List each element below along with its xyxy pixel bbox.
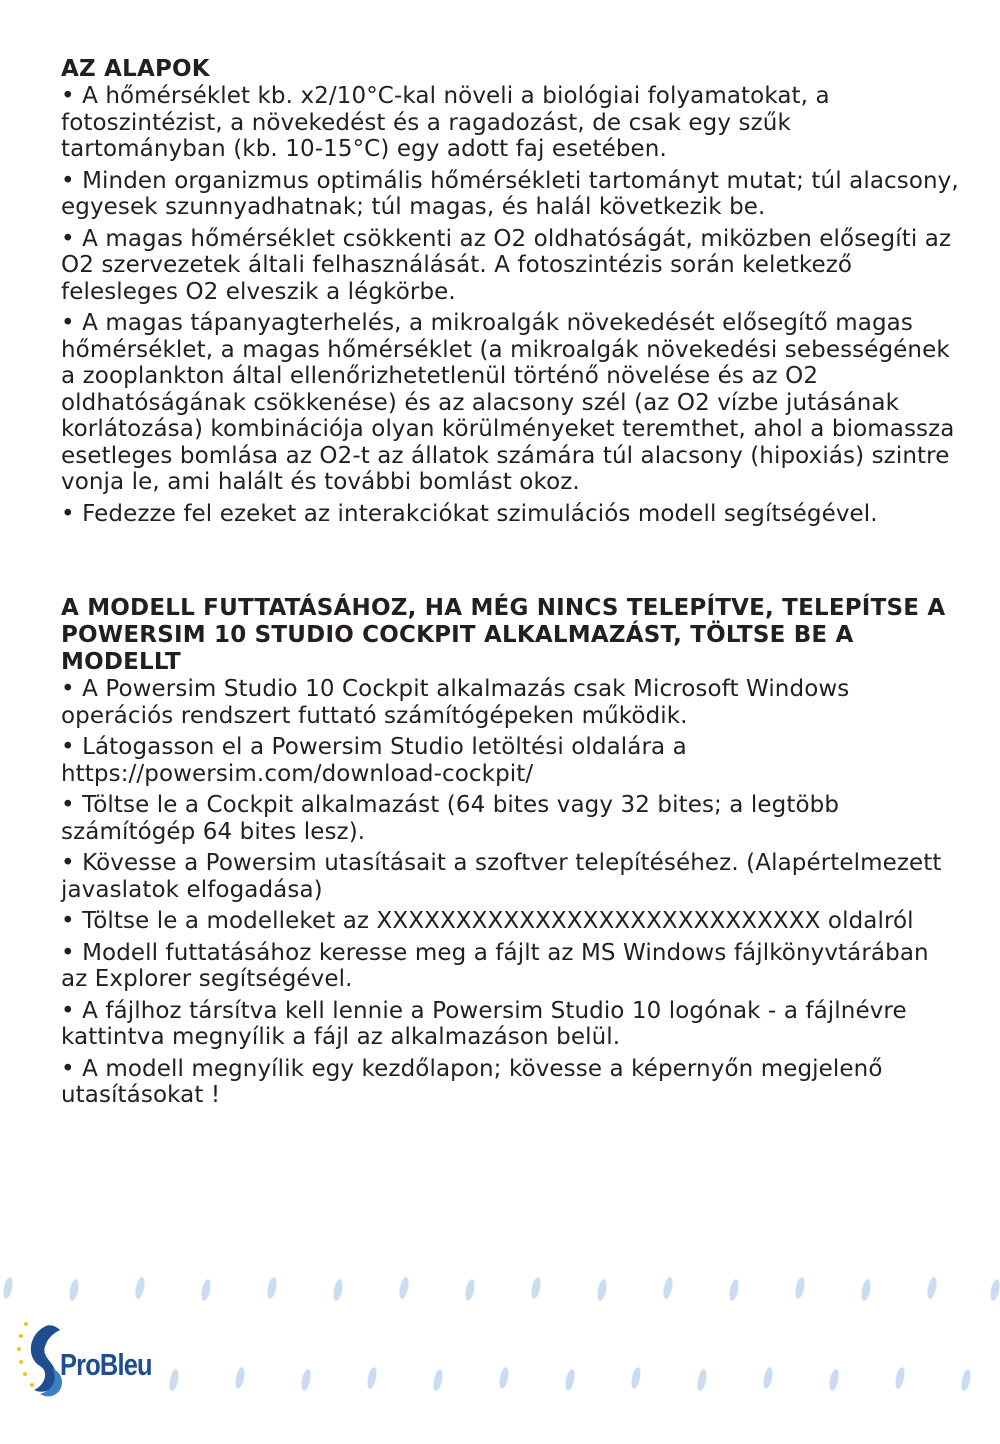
document-body [61,56,961,1114]
eu-stars-icon [17,1322,34,1387]
bullet-item: • A Powersim Studio 10 Cockpit alkalmazás csak Microsoft Windows operációs rendszert futtató számítógépeken működik. [61,676,850,729]
bullet-item: • A magas tápanyagterhelés, a mikroalgák növekedését elősegítő magas hőmérséklet, a magas hőmérséklet (a mikroalgák növekedési sebességének a zooplankton által ellenőrizhetetlenül történő növelése és az O2 oldhatóságának csökkenése) és az alacsony szél (az O2 vízbe jutásának korlátozása) kombinációja olyan körülményeket teremthet, ahol a biomassza esetleges bomlása az O2-t az állatok számára túl alacsony (hipoxiás) szintre vonja le, ami halált és további bomlást okoz. [61,310,955,495]
bullet-item: • Töltse le a modelleket az XXXXXXXXXXXXXXXXXXXXXXXXXXXX oldalról [61,908,914,934]
section-title-basics: AZ ALAPOK [61,56,210,82]
bullet-item: • Minden organizmus optimális hőmérsékleti tartományt mutat; túl alacsony, egyesek szunnyadhatnak; túl magas, és halál következik be. [61,167,959,220]
drop-row-bottom [168,1366,972,1391]
water-drop-pattern [0,1270,1000,1410]
bullet-item: • Modell futtatásához keresse meg a fájlt az MS Windows fájlkönyvtárában az Explorer segítségével. [61,939,929,992]
bullet-item: • A magas hőmérséklet csökkenti az O2 oldhatóságát, miközben elősegíti az O2 szervezetek általi felhasználását. A fotoszintézis során keletkező felesleges O2 elveszik a légkörbe. [61,225,952,305]
section-title-install: A MODELL FUTTATÁSÁHOZ, HA MÉG NINCS TELEPÍTVE, TELEPÍTSE A POWERSIM 10 STUDIO COCKPIT ALKALMAZÁST, TÖLTSE BE A MODELLT [61,595,946,675]
bullet-item: • A modell megnyílik egy kezdőlapon; kövesse a képernyőn megjelenő utasításokat ! [61,1055,883,1108]
drop-row-top [2,1276,1000,1301]
bullet-item: • Töltse le a Cockpit alkalmazást (64 bites vagy 32 bites; a legtöbb számítógép 64 bites lesz). [61,792,840,845]
bullet-item: • A hőmérséklet kb. x2/10°C-kal növeli a biológiai folyamatokat, a fotoszintézist, a növekedést és a ragadozást, de csak egy szűk tartományban (kb. 10-15°C) egy adott faj esetében. [61,83,830,162]
bullet-item: • Kövesse a Powersim utasításait a szoftver telepítéséhez. (Alapértelmezett javaslatok elfogadása) [61,850,942,903]
logo-wordmark: ProBleu [60,1347,152,1382]
bullet-item: • A fájlhoz társítva kell lennie a Powersim Studio 10 logónak - a fájlnévre kattintva megnyílik a fájl az alkalmazáson belül. [61,997,907,1050]
bullet-item-download-link: • Látogasson el a Powersim Studio letöltési oldalára a https://powersim.com/download-cockpit/ [61,734,687,787]
bullet-item: • Fedezze fel ezeket az interakciókat szimulációs modell segítségével. [61,500,878,527]
